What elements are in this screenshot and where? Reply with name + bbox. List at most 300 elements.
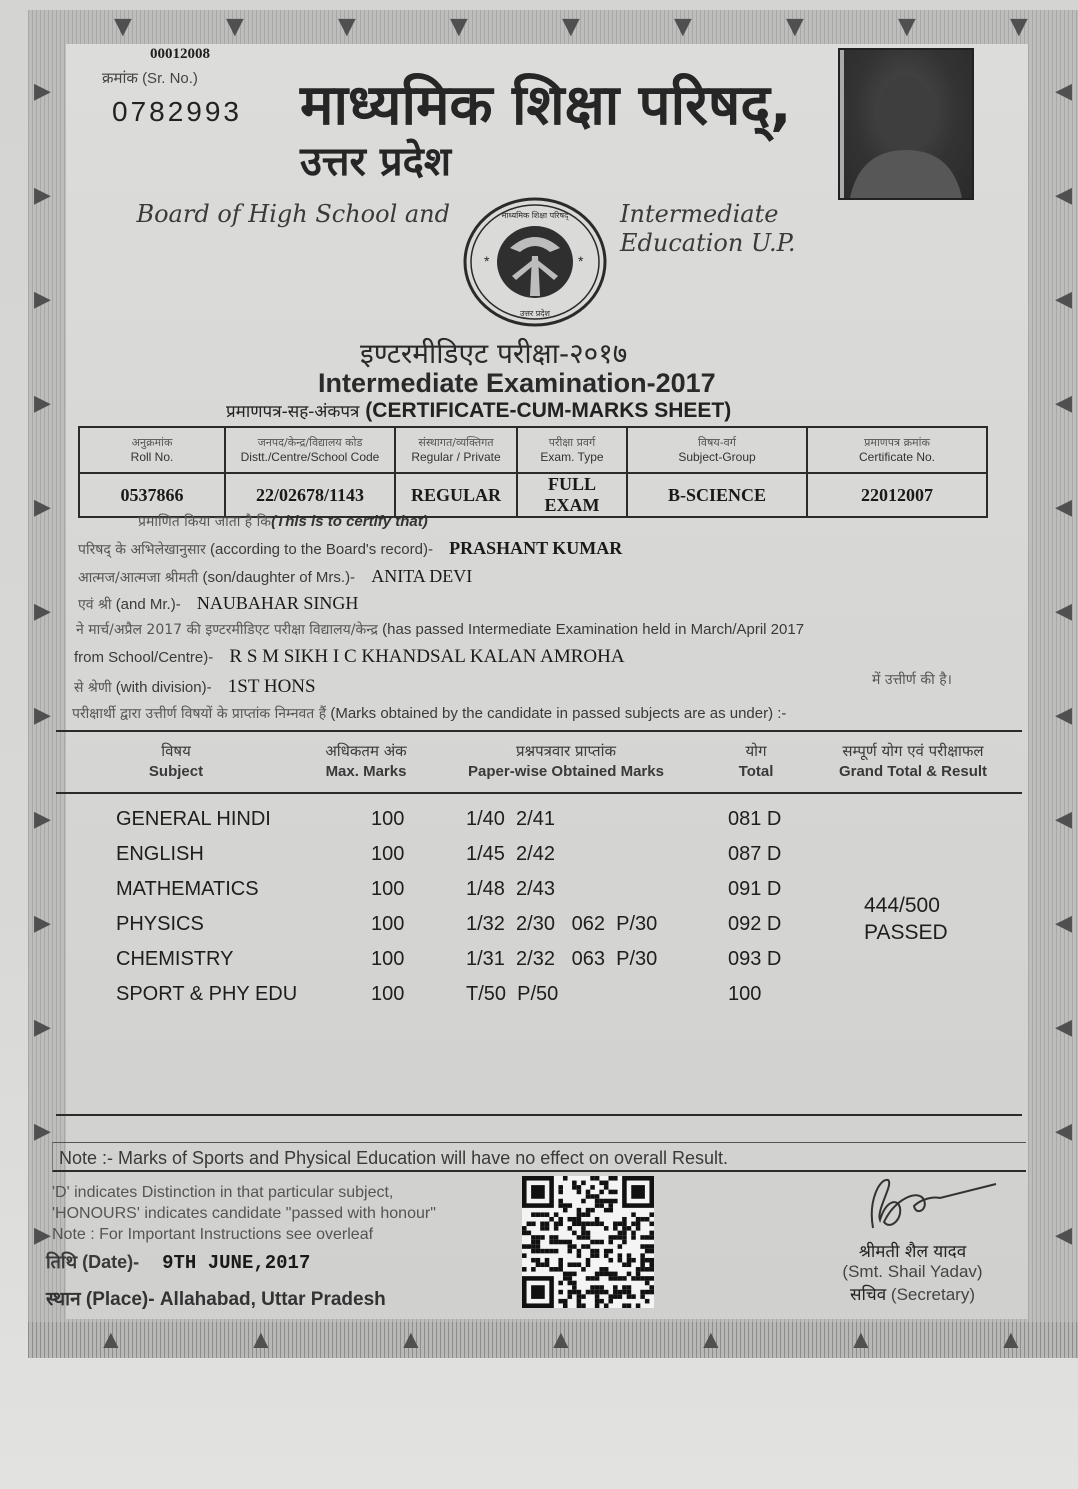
serial-number-label: क्रमांक (Sr. No.) [102, 70, 198, 87]
marks-row-general-hindi [56, 808, 1022, 842]
subject-name: ENGLISH [116, 843, 204, 865]
qr-module [618, 1276, 623, 1281]
seal-text-bottom: उत्तर प्रदेश [520, 309, 550, 318]
qr-module [554, 1226, 559, 1231]
qr-module [640, 1244, 645, 1249]
qr-module [577, 1212, 582, 1217]
division-label-hindi: से श्रेणी [74, 680, 112, 696]
qr-module [586, 1194, 591, 1199]
qr-module [531, 1244, 536, 1249]
qr-module [649, 1285, 654, 1290]
marks-row-sport-phy-edu [56, 983, 1022, 1017]
qr-module [645, 1267, 650, 1272]
qr-module [558, 1299, 563, 1304]
qr-module [577, 1249, 582, 1254]
qr-module [554, 1240, 559, 1245]
qr-module [631, 1276, 636, 1281]
qr-module [627, 1253, 632, 1258]
max-marks: 100 [371, 878, 405, 900]
border-ornament-icon: ◀ [1055, 598, 1072, 623]
board-seal-emblem [462, 196, 608, 328]
marks-table-header [56, 732, 1022, 794]
mother-label-hindi: आत्मज/आत्मजा श्रीमती [78, 570, 199, 586]
father-name-line [78, 593, 358, 614]
qr-module [531, 1240, 536, 1245]
serial-number: 0782993 [112, 96, 243, 127]
qr-module [613, 1276, 618, 1281]
border-ornament-icon: ▶ [34, 1222, 51, 1247]
qr-module [622, 1303, 627, 1308]
qr-module [599, 1299, 604, 1304]
qr-module [577, 1185, 582, 1190]
mother-label-english: (son/daughter of Mrs.)- [202, 569, 356, 586]
border-ornament-icon: ◀ [1055, 494, 1072, 519]
qr-module [608, 1294, 613, 1299]
board-name-english-continued: Intermediate Education U.P. [620, 200, 796, 257]
qr-module [540, 1226, 545, 1231]
qr-module [590, 1290, 595, 1295]
qr-module [522, 1244, 527, 1249]
paper-wise-marks: 1/48 2/43 [466, 878, 555, 900]
qr-module [599, 1240, 604, 1245]
control-number: 00012008 [150, 46, 210, 62]
subject-total: 087 D [728, 843, 782, 865]
qr-module [563, 1299, 568, 1304]
date-label-hindi: तिथि [46, 1252, 78, 1273]
border-ornament-icon: ◀ [1055, 1014, 1072, 1039]
grand-total: 444/500 [864, 894, 940, 917]
qr-module [590, 1253, 595, 1258]
qr-module [627, 1290, 632, 1295]
qr-module [640, 1294, 645, 1299]
issue-place: Allahabad, Uttar Pradesh [159, 1289, 386, 1310]
qr-module [563, 1303, 568, 1308]
legend-instructions: Note : For Important Instructions see overleaf [52, 1226, 374, 1243]
svg-text:*: * [578, 253, 584, 269]
qr-module [572, 1231, 577, 1236]
border-ornament-icon: ▲ [848, 1324, 874, 1354]
qr-module [568, 1217, 573, 1222]
seal-text-top: माध्यमिक शिक्षा परिषद् [501, 211, 569, 220]
header-max-marks [306, 742, 426, 781]
svg-text:*: * [484, 253, 490, 269]
qr-module [577, 1235, 582, 1240]
border-ornament-icon: ▼ [332, 10, 362, 43]
qr-module [613, 1294, 618, 1299]
info-header-en: Certificate No. [858, 450, 936, 464]
info-header-regular-private [395, 427, 517, 473]
border-ornament-icon: ▼ [108, 10, 138, 43]
qr-module [608, 1208, 613, 1213]
qr-module [595, 1299, 600, 1304]
qr-module [540, 1262, 545, 1267]
qr-module [572, 1281, 577, 1286]
header-max-en: Max. Marks [325, 762, 407, 780]
qr-module [536, 1235, 541, 1240]
qr-module [586, 1190, 591, 1195]
qr-module [636, 1276, 641, 1281]
border-ornament-icon: ◀ [1055, 702, 1072, 727]
qr-module [640, 1258, 645, 1263]
board-name-hindi: माध्यमिक शिक्षा परिषद्, [300, 73, 792, 138]
qr-module [604, 1267, 609, 1272]
qr-module [599, 1181, 604, 1186]
info-table-header-row [79, 427, 987, 473]
info-header-certificate-no [807, 427, 987, 473]
qr-module [618, 1244, 623, 1249]
qr-module [527, 1222, 532, 1227]
qr-module [595, 1272, 600, 1277]
qr-module [627, 1285, 632, 1290]
subject-total: 100 [728, 983, 762, 1005]
division-label-english: (with division)- [115, 679, 212, 696]
border-ornament-icon: ▶ [34, 286, 51, 311]
qr-module [572, 1185, 577, 1190]
border-ornament-icon: ▼ [1004, 10, 1034, 43]
qr-module [549, 1235, 554, 1240]
qr-module [613, 1235, 618, 1240]
candidate-info-table [78, 426, 988, 518]
qr-module [627, 1262, 632, 1267]
qr-module [595, 1276, 600, 1281]
qr-module [586, 1244, 591, 1249]
issue-date: 9TH JUNE,2017 [162, 1252, 311, 1274]
qr-module [636, 1272, 641, 1277]
qr-module [622, 1226, 627, 1231]
qr-module [577, 1253, 582, 1258]
designation-hindi: सचिव [850, 1285, 887, 1305]
qr-module [581, 1244, 586, 1249]
max-marks: 100 [371, 913, 405, 935]
qr-module [554, 1212, 559, 1217]
qr-module [590, 1176, 595, 1181]
qr-module [595, 1176, 600, 1181]
qr-module [540, 1212, 545, 1217]
exam-title-english: Intermediate Examination-2017 [318, 368, 716, 398]
border-ornament-icon: ◀ [1055, 1222, 1072, 1247]
marks-intro-hindi: परीक्षार्थी द्वारा उत्तीर्ण विषयों के प्राप्तांक निम्नवत हैं [72, 706, 327, 722]
qr-module [558, 1190, 563, 1195]
subject-name: PHYSICS [116, 913, 204, 935]
qr-module [627, 1272, 632, 1277]
qr-module [618, 1222, 623, 1227]
qr-module [554, 1267, 559, 1272]
certificate-title [226, 399, 731, 423]
qr-code [522, 1176, 654, 1308]
info-header-hi: अनुक्रमांक [131, 436, 173, 449]
border-ornament-icon: ▲ [398, 1324, 424, 1354]
qr-module [581, 1181, 586, 1186]
qr-module [618, 1258, 623, 1263]
result-status: PASSED [864, 921, 948, 945]
qr-module [577, 1222, 582, 1227]
exam-title-hindi: इण्टरमीडिएट परीक्षा-२०१७ [360, 337, 628, 370]
qr-module [608, 1249, 613, 1254]
qr-module [549, 1217, 554, 1222]
designation [820, 1282, 1005, 1305]
qr-module [604, 1199, 609, 1204]
qr-module [613, 1272, 618, 1277]
border-ornament-icon: ▼ [668, 10, 698, 43]
father-label-hindi: एवं श्री [78, 597, 112, 613]
qr-finder-module [631, 1185, 645, 1199]
qr-module [636, 1217, 641, 1222]
qr-module [640, 1217, 645, 1222]
info-header-school-code [225, 427, 395, 473]
qr-module [595, 1203, 600, 1208]
info-header-hi: प्रमाणपत्र क्रमांक [864, 436, 930, 449]
qr-module [595, 1285, 600, 1290]
qr-module [608, 1299, 613, 1304]
qr-module [613, 1222, 618, 1227]
info-header-hi: संस्थागत/व्यक्तिगत [418, 436, 494, 449]
qr-module [545, 1212, 550, 1217]
qr-module [608, 1203, 613, 1208]
border-ornament-icon: ◀ [1055, 390, 1072, 415]
designation-english: (Secretary) [890, 1285, 975, 1304]
qr-module [608, 1199, 613, 1204]
border-ornament-icon: ▲ [548, 1324, 574, 1354]
qr-module [527, 1231, 532, 1236]
qr-module [581, 1267, 586, 1272]
passed-line-english: (has passed Intermediate Examination held in March/April 2017 [382, 621, 805, 638]
info-header-hi: परीक्षा प्रवर्ग [548, 436, 596, 449]
marks-row-chemistry [56, 948, 1022, 982]
subject-name: CHEMISTRY [116, 948, 234, 970]
qr-module [586, 1222, 591, 1227]
qr-module [536, 1249, 541, 1254]
grand-total-result [864, 892, 948, 947]
qr-module [572, 1222, 577, 1227]
info-header-roll-no [79, 427, 225, 473]
qr-module [599, 1290, 604, 1295]
qr-module [631, 1294, 636, 1299]
qr-module [558, 1267, 563, 1272]
qr-module [586, 1258, 591, 1263]
qr-module [572, 1217, 577, 1222]
qr-module [613, 1290, 618, 1295]
qr-module [577, 1190, 582, 1195]
qr-module [599, 1222, 604, 1227]
max-marks: 100 [371, 843, 405, 865]
qr-module [531, 1235, 536, 1240]
qr-module [595, 1249, 600, 1254]
qr-module [536, 1244, 541, 1249]
qr-module [558, 1240, 563, 1245]
qr-module [595, 1294, 600, 1299]
border-ornament-icon: ▶ [34, 182, 51, 207]
qr-module [577, 1290, 582, 1295]
qr-module [536, 1240, 541, 1245]
qr-module [631, 1258, 636, 1263]
mother-name-line [78, 566, 472, 587]
qr-module [622, 1262, 627, 1267]
qr-module [577, 1262, 582, 1267]
qr-module [577, 1208, 582, 1213]
qr-module [636, 1226, 641, 1231]
qr-module [631, 1231, 636, 1236]
qr-module [613, 1176, 618, 1181]
qr-module [558, 1281, 563, 1286]
qr-module [622, 1240, 627, 1245]
qr-module [627, 1226, 632, 1231]
qr-module [608, 1272, 613, 1277]
qr-module [590, 1185, 595, 1190]
qr-module [645, 1244, 650, 1249]
border-ornament-icon: ◀ [1055, 806, 1072, 831]
qr-module [558, 1185, 563, 1190]
qr-module [631, 1212, 636, 1217]
qr-module [554, 1235, 559, 1240]
qr-module [568, 1226, 573, 1231]
qr-module [563, 1203, 568, 1208]
qr-module [608, 1176, 613, 1181]
qr-module [531, 1222, 536, 1227]
signatory-name-english: (Smt. Shail Yadav) [842, 1262, 983, 1281]
qr-module [613, 1285, 618, 1290]
qr-module [522, 1231, 527, 1236]
qr-module [522, 1226, 527, 1231]
qr-module [631, 1235, 636, 1240]
qr-module [599, 1190, 604, 1195]
header-paper-en: Paper-wise Obtained Marks [468, 762, 664, 780]
qr-module [531, 1258, 536, 1263]
qr-module [636, 1267, 641, 1272]
qr-module [604, 1249, 609, 1254]
qr-module [558, 1290, 563, 1295]
qr-module [649, 1276, 654, 1281]
qr-module [581, 1226, 586, 1231]
paper-wise-marks: 1/45 2/42 [466, 843, 555, 865]
qr-module [595, 1303, 600, 1308]
subject-total: 081 D [728, 808, 782, 830]
qr-module [581, 1235, 586, 1240]
qr-module [577, 1294, 582, 1299]
qr-module [649, 1290, 654, 1295]
candidate-name-line [78, 538, 622, 559]
qr-module [545, 1258, 550, 1263]
passed-exam-line [76, 620, 804, 639]
division-value: 1ST HONS [227, 676, 316, 697]
qr-module [622, 1217, 627, 1222]
qr-module [649, 1267, 654, 1272]
secretary-signature-block [820, 1172, 1005, 1305]
info-header-en: Roll No. [130, 450, 174, 464]
header-total [716, 742, 796, 781]
qr-module [640, 1262, 645, 1267]
qr-module [649, 1222, 654, 1227]
qr-module [563, 1276, 568, 1281]
border-ornament-icon: ▶ [34, 78, 51, 103]
qr-module [590, 1222, 595, 1227]
qr-module [627, 1303, 632, 1308]
qr-module [599, 1267, 604, 1272]
qr-module [590, 1276, 595, 1281]
max-marks: 100 [371, 983, 405, 1005]
qr-module [568, 1262, 573, 1267]
certificate-title-hindi: प्रमाणपत्र-सह-अंकपत्र [226, 402, 360, 422]
qr-module [604, 1272, 609, 1277]
info-header-en: Exam. Type [540, 450, 604, 464]
header-grand-total [808, 742, 1018, 781]
qr-module [568, 1249, 573, 1254]
subject-total: 093 D [728, 948, 782, 970]
qr-module [572, 1262, 577, 1267]
passed-suffix [872, 670, 952, 689]
school-label: from School/Centre)- [74, 649, 214, 666]
qr-module [572, 1181, 577, 1186]
date-label-english: (Date)- [82, 1252, 140, 1272]
qr-module [599, 1199, 604, 1204]
paper-wise-marks: 1/32 2/30 062 P/30 [466, 913, 658, 935]
qr-module [604, 1185, 609, 1190]
qr-module [522, 1267, 527, 1272]
border-ornament-icon: ◀ [1055, 910, 1072, 935]
header-subject-hi: विषय [161, 742, 191, 760]
info-header-subject-group [627, 427, 807, 473]
qr-module [645, 1217, 650, 1222]
subject-name: MATHEMATICS [116, 878, 259, 900]
passed-line-hindi: ने मार्च/अप्रैल 2017 की इण्टरमीडिएट परीक्षा विद्यालय/केन्द्र [76, 622, 378, 638]
border-ornament-icon: ▲ [98, 1324, 124, 1354]
qr-module [549, 1267, 554, 1272]
border-ornament-icon: ▼ [444, 10, 474, 43]
legend-honours: 'HONOURS' indicates candidate "passed with honour" [52, 1205, 436, 1222]
qr-module [622, 1290, 627, 1295]
header-paper-wise [456, 742, 676, 781]
qr-module [640, 1276, 645, 1281]
border-ornament-icon: ◀ [1055, 1118, 1072, 1143]
subject-group: B-SCIENCE [627, 473, 807, 517]
roll-number: 0537866 [79, 473, 225, 517]
qr-module [572, 1285, 577, 1290]
qr-module [586, 1231, 591, 1236]
qr-module [590, 1194, 595, 1199]
qr-module [590, 1249, 595, 1254]
qr-module [649, 1258, 654, 1263]
qr-module [586, 1262, 591, 1267]
name-label-english: (according to the Board's record)- [209, 541, 433, 558]
qr-module [549, 1249, 554, 1254]
qr-module [590, 1285, 595, 1290]
qr-module [527, 1244, 532, 1249]
qr-module [581, 1222, 586, 1227]
candidate-name: PRASHANT KUMAR [449, 538, 623, 558]
qr-module [581, 1231, 586, 1236]
qr-module [604, 1303, 609, 1308]
qr-module [645, 1276, 650, 1281]
board-name-hindi-state: उत्तर प्रदेश [300, 139, 452, 185]
father-label-english: (and Mr.)- [115, 596, 181, 613]
info-header-en: Subject-Group [678, 450, 756, 464]
qr-module [536, 1262, 541, 1267]
certify-intro [138, 512, 428, 531]
qr-module [590, 1208, 595, 1213]
qr-module [572, 1244, 577, 1249]
header-grand-en: Grand Total & Result [838, 762, 988, 780]
certificate-title-english: (CERTIFICATE-CUM-MARKS SHEET) [365, 399, 732, 422]
qr-module [649, 1249, 654, 1254]
qr-module [645, 1258, 650, 1263]
border-ornament-icon: ◀ [1055, 78, 1072, 103]
info-header-exam-type [517, 427, 627, 473]
qr-module [622, 1276, 627, 1281]
qr-module [613, 1190, 618, 1195]
info-header-en: Regular / Private [411, 450, 501, 464]
border-ornament-icon: ▼ [556, 10, 586, 43]
qr-module [531, 1267, 536, 1272]
qr-module [604, 1253, 609, 1258]
